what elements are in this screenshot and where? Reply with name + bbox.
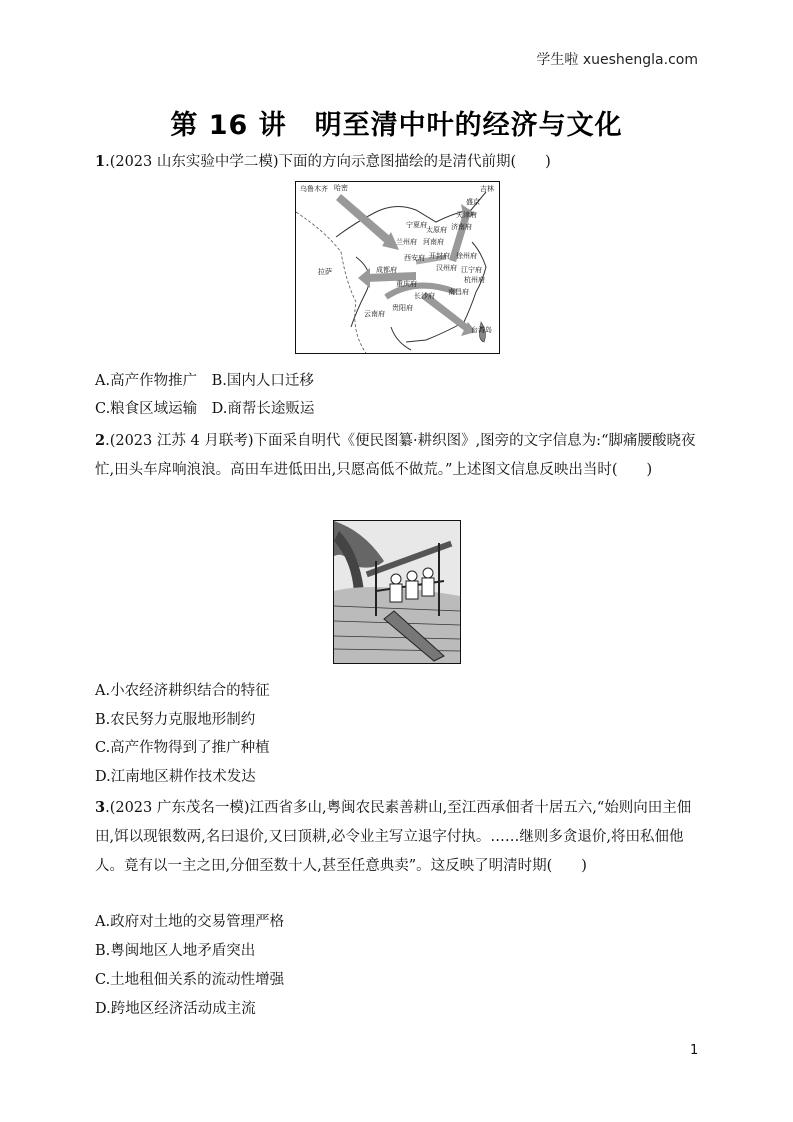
map-label: 河南府 bbox=[423, 238, 444, 246]
question-2-option: A.小农经济耕织结合的特征 bbox=[95, 683, 270, 699]
map-label: 太原府 bbox=[426, 226, 447, 234]
map-label: 长沙府 bbox=[414, 292, 435, 300]
map-label: 天津府 bbox=[456, 211, 477, 219]
question-1-option: A.高产作物推广 B.国内人口迁移 bbox=[95, 373, 314, 389]
page-number: 1 bbox=[690, 1043, 699, 1058]
question-1-number: 1 bbox=[95, 153, 106, 170]
watermark: 学生啦 xueshengla.com bbox=[536, 52, 698, 68]
farming-illustration bbox=[333, 520, 461, 664]
question-2-option: D.江南地区耕作技术发达 bbox=[95, 769, 256, 785]
map-label: 台湾岛 bbox=[471, 326, 492, 334]
map-label: 云南府 bbox=[364, 310, 385, 318]
map-label: 西安府 bbox=[404, 254, 425, 262]
question-2-option: C.高产作物得到了推广种植 bbox=[95, 740, 270, 756]
map-label: 贵阳府 bbox=[392, 304, 413, 312]
question-2-option: B.农民努力克服地形制约 bbox=[95, 712, 256, 728]
page-title: 第 16 讲 明至清中叶的经济与文化 bbox=[170, 110, 623, 141]
question-1-option: C.粮食区域运输 D.商帮长途贩运 bbox=[95, 401, 315, 417]
map-label: 哈密 bbox=[334, 184, 348, 192]
map-label: 汉州府 bbox=[436, 264, 457, 272]
map-label: 成都府 bbox=[376, 266, 397, 274]
migration-map bbox=[295, 181, 500, 354]
map-label: 拉萨 bbox=[318, 268, 332, 276]
question-3-option: B.粤闽地区人地矛盾突出 bbox=[95, 943, 256, 959]
map-label: 重庆府 bbox=[396, 280, 417, 288]
farming-illustration-drawing bbox=[334, 521, 460, 663]
question-3-option: D.跨地区经济活动成主流 bbox=[95, 1001, 256, 1017]
question-1-text: .(2023 山东实验中学二模)下面的方向示意图描绘的是清代前期( ) bbox=[105, 154, 551, 170]
question-2 bbox=[95, 426, 705, 485]
map-label: 南昌府 bbox=[448, 288, 469, 296]
map-label: 徐州府 bbox=[456, 252, 477, 260]
question-3-text: .(2023 广东茂名一模)江西省多山,粤闽农民素善耕山,至江西承佃者十居五六,“始则向田主佃田,饵以现银数两,名曰退价,又曰顶耕,必令业主写立退字付执。……继则多贪退价,将田私佃他人。竟有以一主之田,分佃至数十人,甚至任意典卖”。这反映了明清时期( ) bbox=[95, 800, 692, 874]
question-3-number: 3 bbox=[95, 799, 106, 816]
map-label: 济南府 bbox=[451, 223, 472, 231]
map-label: 杭州府 bbox=[464, 276, 485, 284]
question-2-text: .(2023 江苏 4 月联考)下面采自明代《便民图纂·耕织图》,图旁的文字信息为:“脚痛腰酸晓夜忙,田头车戽响浪浪。高田车进低田出,只愿高低不做荒。”上述图文信息反映出当时( ) bbox=[95, 433, 696, 478]
map-label: 乌鲁木齐 bbox=[300, 185, 328, 193]
map-label: 吉林 bbox=[480, 185, 494, 193]
question-2-number: 2 bbox=[95, 432, 106, 449]
question-3-option: C.土地租佃关系的流动性增强 bbox=[95, 972, 285, 988]
map-label: 江宁府 bbox=[461, 266, 482, 274]
question-3 bbox=[95, 793, 705, 881]
map-label: 宁夏府 bbox=[406, 221, 427, 229]
map-label: 兰州府 bbox=[396, 238, 417, 246]
question-3-option: A.政府对土地的交易管理严格 bbox=[95, 914, 285, 930]
map-label: 盛京 bbox=[466, 198, 480, 206]
migration-map-drawing bbox=[296, 182, 499, 353]
map-label: 开封府 bbox=[429, 252, 450, 260]
question-1 bbox=[95, 147, 705, 177]
